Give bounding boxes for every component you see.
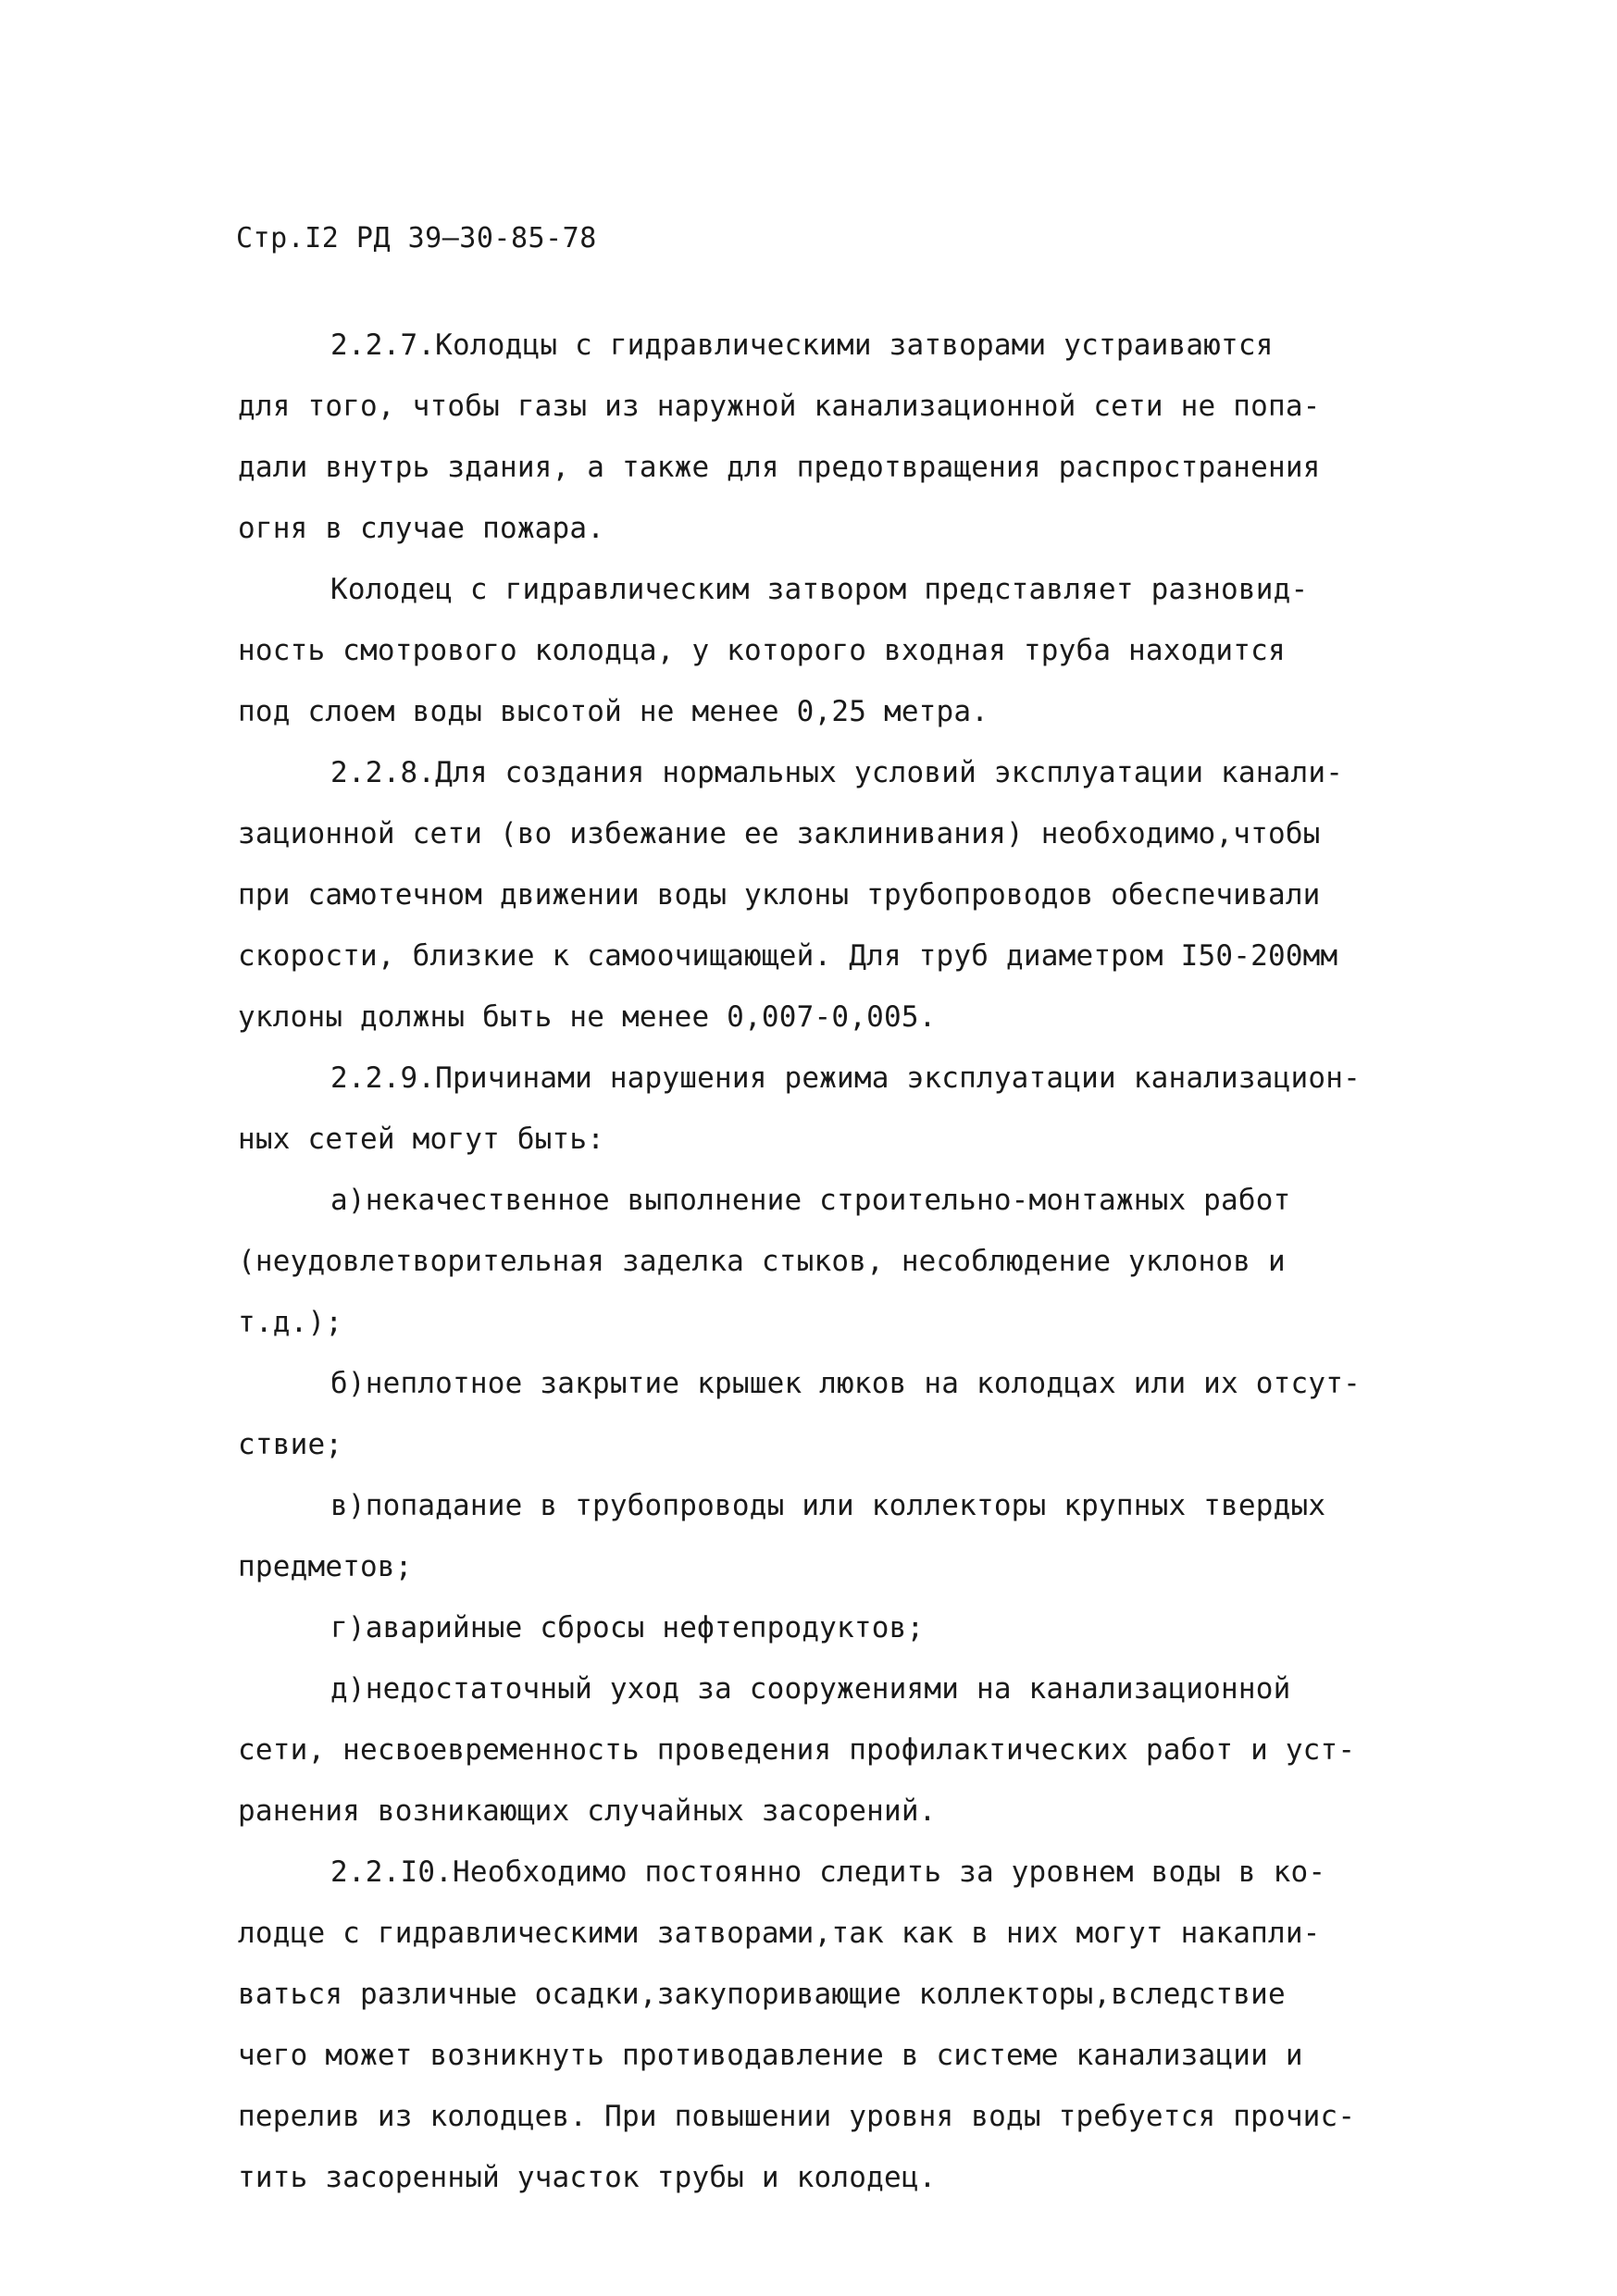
text-line: в)попадание в трубопроводы или коллекторы крупных твердых	[330, 1489, 1326, 1522]
text-line: тить засоренный участок трубы и колодец.	[238, 2161, 937, 2194]
text-line: ваться различные осадки,закупоривающие коллекторы,вследствие	[238, 1978, 1286, 2011]
text-line: при самотечном движении воды уклоны трубопроводов обеспечивали	[238, 878, 1321, 912]
page-header: Стр.I2 РД 39—30-85-78	[236, 222, 597, 254]
text-line: а)некачественное выполнение строительно-монтажных работ	[330, 1184, 1291, 1217]
text-line: дали внутрь здания, а также для предотвращения распространения	[238, 451, 1321, 484]
text-line: 2.2.7.Колодцы с гидравлическими затворами устраиваются	[330, 329, 1274, 362]
document-body	[238, 315, 1432, 2208]
text-line: перелив из колодцев. При повышении уровня воды требуется прочис-	[238, 2100, 1356, 2133]
text-line: предметов;	[238, 1550, 413, 1583]
text-line: д)недостаточный уход за сооружениями на канализационной	[330, 1672, 1291, 1706]
text-line: лодце с гидравлическими затворами,так как в них могут накапли-	[238, 1917, 1321, 1950]
text-line: скорости, близкие к самоочищающей. Для труб диаметром I50-200мм	[238, 939, 1338, 973]
text-line: ных сетей могут быть:	[238, 1123, 605, 1156]
text-line: сети, несвоевременность проведения профилактических работ и уст-	[238, 1733, 1356, 1767]
text-line: чего может возникнуть противодавление в системе канализации и	[238, 2039, 1303, 2072]
text-line: ность смотрового колодца, у которого входная труба находится	[238, 634, 1286, 667]
text-line: ранения возникающих случайных засорений.	[238, 1794, 937, 1828]
text-line: зационной сети (во избежание ее заклинивания) необходимо,чтобы	[238, 817, 1321, 850]
text-line: 2.2.8.Для создания нормальных условий эксплуатации канали-	[330, 756, 1344, 789]
text-line: огня в случае пожара.	[238, 512, 605, 545]
text-line: 2.2.9.Причинами нарушения режима эксплуатации канализацион-	[330, 1061, 1361, 1095]
text-line: Колодец с гидравлическим затвором представляет разновид-	[330, 573, 1309, 606]
text-line: для того, чтобы газы из наружной канализационной сети не попа-	[238, 390, 1321, 423]
text-line: б)неплотное закрытие крышек люков на колодцах или их отсут-	[330, 1367, 1361, 1400]
text-line: ствие;	[238, 1428, 343, 1461]
text-line: (неудовлетворительная заделка стыков, несоблюдение уклонов и	[238, 1245, 1286, 1278]
text-line: уклоны должны быть не менее 0,007-0,005.	[238, 1000, 937, 1034]
text-line: г)аварийные сбросы нефтепродуктов;	[330, 1611, 925, 1644]
text-line: под слоем воды высотой не менее 0,25 метра.	[238, 695, 989, 728]
text-line: 2.2.I0.Необходимо постоянно следить за уровнем воды в ко-	[330, 1855, 1326, 1889]
text-line: т.д.);	[238, 1306, 343, 1339]
